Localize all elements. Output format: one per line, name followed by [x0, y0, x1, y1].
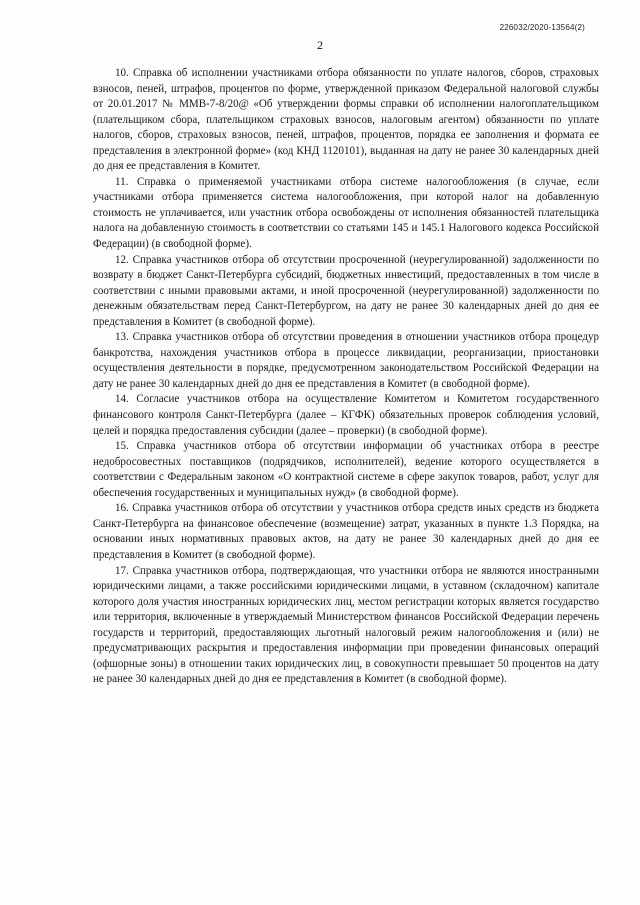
paragraph-item-15: 15. Справка участников отбора об отсутствии информации об участниках отбора в реестре недобросовестных поставщиков (подрядчиков, исполнителей), ведение которого осуществляется в соответствии с Федеральным законом «О контрактной системе в сфере закупок товаров, работ, услуг для обеспечения государственных и муниципальных нужд» (в свободной форме). — [93, 440, 599, 499]
paragraph-item-13: 13. Справка участников отбора об отсутствии проведения в отношении участников отбора процедур банкротства, нахождения участников отбора в процессе ликвидации, реорганизации, приостановки осуществления деятельности в порядке, предусмотренном законодательством Российской Федерации на дату не ранее 30 календарных дней до дня ее представления в Комитет (в свободной форме). — [93, 331, 599, 390]
paragraph-item-10: 10. Справка об исполнении участниками отбора обязанности по уплате налогов, сборов, страховых взносов, пеней, штрафов, процентов по форме, утвержденной приказом Федеральной налоговой службы от 20.01.2017 № ММВ-7-8/20@ «Об утверждении формы справки об исполнении налогоплательщиком (плательщиком сбора, плательщиком страховых взносов, налоговым агентом) обязанности по уплате налогов, сборов, страховых взносов, пеней, штрафов, процентов, порядка ее заполнения и формата ее представления в электронной форме» (код КНД 1120101), выданная на дату не ранее 30 календарных дней до дня ее представления в Комитет. — [93, 67, 599, 173]
paragraph-item-14: 14. Согласие участников отбора на осуществление Комитетом и Комитетом государственного финансового контроля Санкт-Петербурга (далее – КГФК) обязательных проверок соблюдения условий, целей и порядка предоставления субсидии (далее – проверки) (в свободной форме). — [93, 393, 599, 437]
paragraph-item-11: 11. Справка о применяемой участниками отбора системе налогообложения (в случае, если участниками отбора применяется система налогообложения, при которой налог на добавленную стоимость не уплачивается, или участник отбора освобождены от исполнения обязанностей плательщика налога на добавленную стоимость в соответствии со статьями 145 и 145.1 Налогового кодекса Российской Федерации) (в свободной форме). — [93, 175, 599, 251]
document-body — [93, 66, 599, 688]
document-registration-number: 226032/2020-13564(2) — [499, 23, 585, 32]
paragraph-item-12: 12. Справка участников отбора об отсутствии просроченной (неурегулированной) задолженности по возврату в бюджет Санкт-Петербурга субсидий, бюджетных инвестиций, предоставленных в том числе в соответствии с иными правовыми актами, и иной просроченной (неурегулированной) задолженности по денежным обязательствам перед Санкт-Петербургом, на дату не ранее 30 календарных дней до дня ее представления в Комитет (в свободной форме). — [93, 253, 599, 328]
paragraph-item-17: 17. Справка участников отбора, подтверждающая, что участники отбора не являются иностранными юридическими лицами, а также российскими юридическими лицами, в уставном (складочном) капитале которого доля участия иностранных юридических лиц, местом регистрации которых является государство или территория, включенные в утверждаемый Министерством финансов Российской Федерации перечень государств и территорий, предоставляющих льготный налоговый режим налогообложения и (или) не предусматривающих раскрытия и предоставления информации при проведении финансовых операций (офшорные зоны) в отношении таких юридических лиц, в совокупности превышает 50 процентов на дату не ранее 30 календарных дней до дня ее представления в Комитет (в свободной форме). — [93, 564, 599, 686]
paragraph-item-16: 16. Справка участников отбора об отсутствии у участников отбора средств иных средств из бюджета Санкт-Петербурга на финансовое обеспечение (возмещение) затрат, указанных в пункте 1.3 Порядка, на основании иных нормативных правовых актов, на дату не ранее 30 календарных дней до дня ее представления в Комитет (в свободной форме). — [93, 502, 599, 561]
page-number: 2 — [317, 38, 323, 52]
